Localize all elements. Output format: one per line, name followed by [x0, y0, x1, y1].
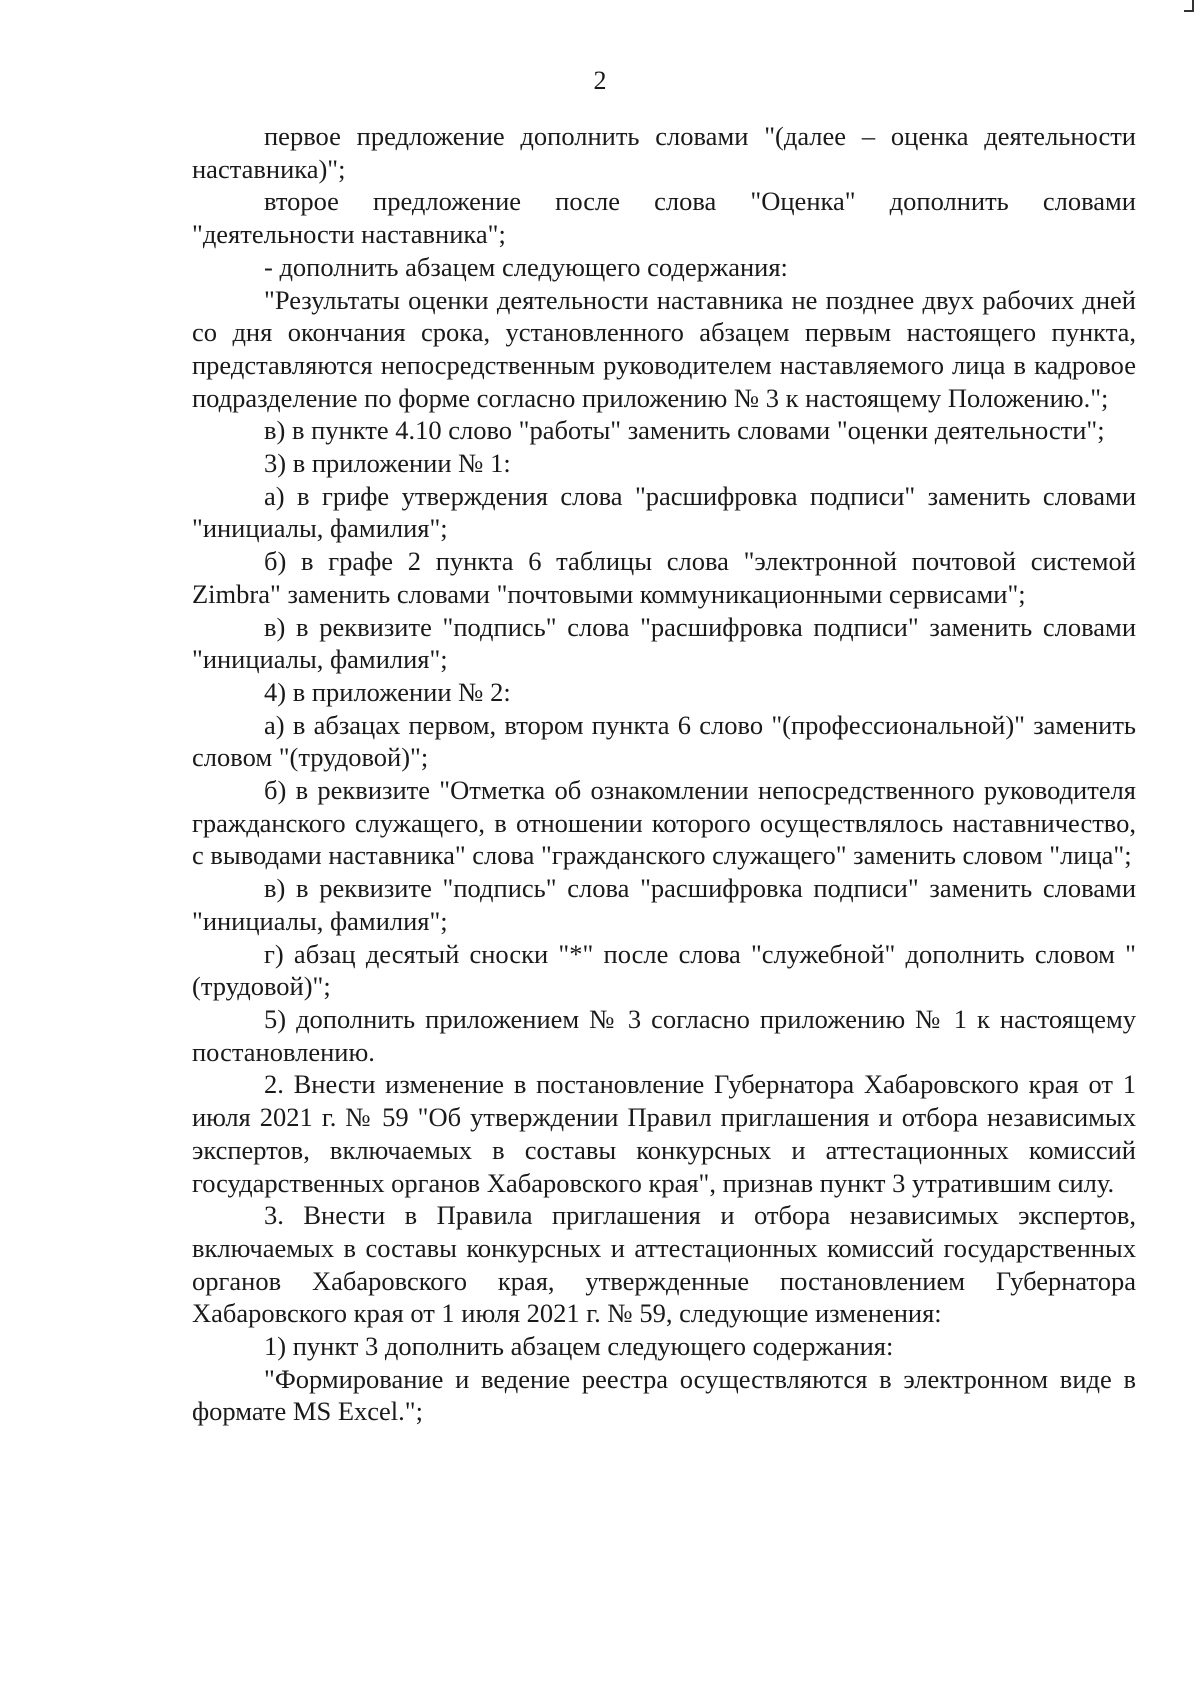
paragraph: 3) в приложении № 1:: [264, 448, 511, 479]
paragraph: б) в реквизите "Отметка об ознакомлении непосредственного руководителя гражданского служащего, в отношении которого осуществлялось наставничество, с выводами наставника" слова "гражданского служащего" заменить словом "лица";: [192, 775, 1136, 871]
paragraph: 5) дополнить приложением № 3 согласно приложению № 1 к настоящему постановлению.: [192, 1003, 1136, 1067]
paragraph: в) в пункте 4.10 слово "работы" заменить словами "оценки деятельности";: [264, 415, 1105, 446]
paragraph: а) в абзацах первом, втором пункта 6 слово "(профессиональной)" заменить словом "(трудовой)";: [192, 709, 1136, 773]
paragraph: в) в реквизите "подпись" слова "расшифровка подписи" заменить словами "инициалы, фамилия";: [192, 873, 1136, 936]
scan-corner-mark: [1184, 0, 1194, 12]
page-number: 2: [593, 66, 607, 95]
paragraph: - дополнить абзацем следующего содержания:: [264, 251, 788, 282]
paragraph: г) абзац десятый сноски "*" после слова "служебной" дополнить словом "(трудовой)";: [192, 938, 1136, 1002]
paragraph: в) в реквизите "подпись" слова "расшифровка подписи" заменить словами "инициалы, фамилия";: [192, 611, 1136, 675]
paragraph: а) в грифе утверждения слова "расшифровка подписи" заменить словами "инициалы, фамилия";: [192, 480, 1136, 544]
paragraph: б) в графе 2 пункта 6 таблицы слова "электронной почтовой системой Zimbra" заменить словами "почтовыми коммуникационными сервисами";: [192, 546, 1136, 609]
paragraph: 3. Внести в Правила приглашения и отбора независимых экспертов, включаемых в составы конкурсных и аттестационных комиссий государственных органов Хабаровского края, утвержденные постановлением Губернатора Хабаровского края от 1 июля 2021 г. № 59, следующие изменения:: [192, 1200, 1136, 1329]
paragraph: 2. Внести изменение в постановление Губернатора Хабаровского края от 1 июля 2021 г. № 59 "Об утверждении Правил приглашения и отбора независимых экспертов, включаемых в составы конкурсных и аттестационных комиссий государственных органов Хабаровского края", признав пункт 3 утратившим силу.: [192, 1069, 1136, 1198]
paragraph: "Результаты оценки деятельности наставника не позднее двух рабочих дней со дня окончания срока, установленного абзацем первым настоящего пункта, представляются непосредственным руководителем наставляемого лица в кадровое подразделение по форме согласно приложению № 3 к настоящему Положению.";: [192, 284, 1136, 413]
paragraph: 1) пункт 3 дополнить абзацем следующего содержания:: [264, 1331, 894, 1362]
paragraph: первое предложение дополнить словами "(далее – оценка деятельности наставника)";: [192, 121, 1136, 184]
paragraph: второе предложение после слова "Оценка" дополнить словами "деятельности наставника";: [192, 186, 1136, 250]
paragraph: 4) в приложении № 2:: [264, 676, 511, 707]
document-body: [192, 120, 1136, 1428]
paragraph: "Формирование и ведение реестра осуществляются в электронном виде в формате MS Excel.";: [192, 1363, 1136, 1427]
